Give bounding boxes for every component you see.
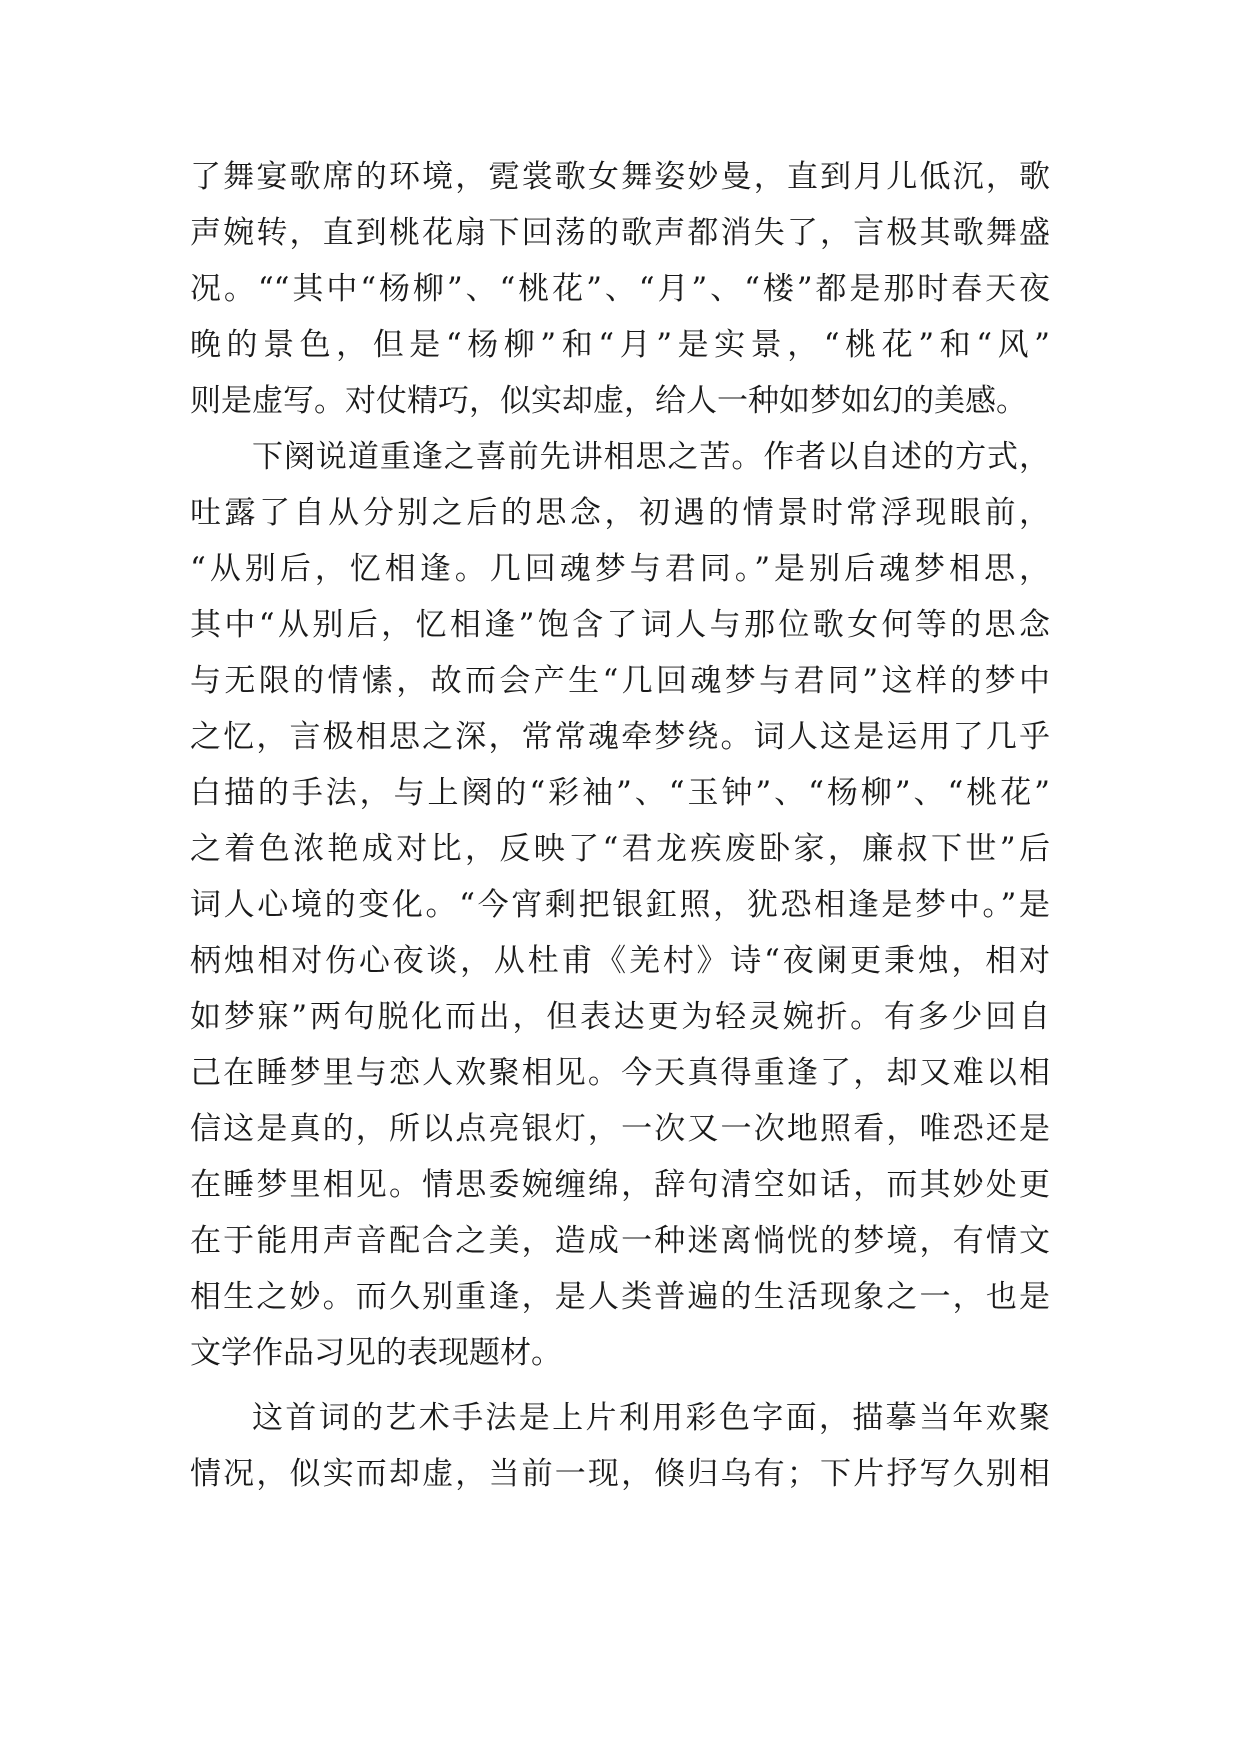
text-line: 声婉转，直到桃花扇下回荡的歌声都消失了，言极其歌舞盛 [190,215,1050,251]
paragraph-first-line: 下阕说道重逢之喜前先讲相思之苦。作者以自述的方式， [252,439,1050,475]
text-line: 信这是真的，所以点亮银灯，一次又一次地照看，唯恐还是 [190,1111,1050,1147]
text-line: 柄烛相对伤心夜谈，从杜甫《羌村》诗“夜阑更秉烛，相对 [190,943,1050,979]
text-line: 晚的景色，但是“杨柳”和“月”是实景，“桃花”和“风” [190,327,1050,363]
text-line: 吐露了自从分别之后的思念，初遇的情景时常浮现眼前， [190,495,1050,531]
text-line: 与无限的情愫，故而会产生“几回魂梦与君同”这样的梦中 [190,663,1050,699]
text-line: 况。““其中“杨柳”、“桃花”、“月”、“楼”都是那时春天夜 [190,271,1050,307]
text-line: 情况，似实而却虚，当前一现，倏归乌有；下片抒写久别相 [190,1456,1050,1492]
text-line: 在睡梦里相见。情思委婉缠绵，辞句清空如话，而其妙处更 [190,1167,1050,1203]
text-line: 文学作品习见的表现题材。 [190,1335,562,1371]
text-line: 其中“从别后，忆相逢”饱含了词人与那位歌女何等的思念 [190,607,1050,643]
text-line: 则是虚写。对仗精巧，似实却虚，给人一种如梦如幻的美感。 [190,383,1027,419]
text-line: 在于能用声音配合之美，造成一种迷离惝恍的梦境，有情文 [190,1223,1050,1259]
text-line: 如梦寐”两句脱化而出，但表达更为轻灵婉折。有多少回自 [190,999,1050,1035]
text-line: “从别后，忆相逢。几回魂梦与君同。”是别后魂梦相思， [190,551,1050,587]
text-line: 之着色浓艳成对比，反映了“君龙疾废卧家，廉叔下世”后 [190,831,1050,867]
text-line: 了舞宴歌席的环境，霓裳歌女舞姿妙曼，直到月儿低沉，歌 [190,159,1050,195]
text-line: 相生之妙。而久别重逢，是人类普遍的生活现象之一，也是 [190,1279,1050,1315]
text-line: 词人心境的变化。“今宵剩把银釭照，犹恐相逢是梦中。”是 [190,887,1050,923]
text-line: 白描的手法，与上阕的“彩袖”、“玉钟”、“杨柳”、“桃花” [190,775,1050,811]
paragraph-first-line: 这首词的艺术手法是上片利用彩色字面，描摹当年欢聚 [252,1400,1050,1436]
text-line: 之忆，言极相思之深，常常魂牵梦绕。词人这是运用了几乎 [190,719,1050,755]
text-line: 己在睡梦里与恋人欢聚相见。今天真得重逢了，却又难以相 [190,1055,1050,1091]
